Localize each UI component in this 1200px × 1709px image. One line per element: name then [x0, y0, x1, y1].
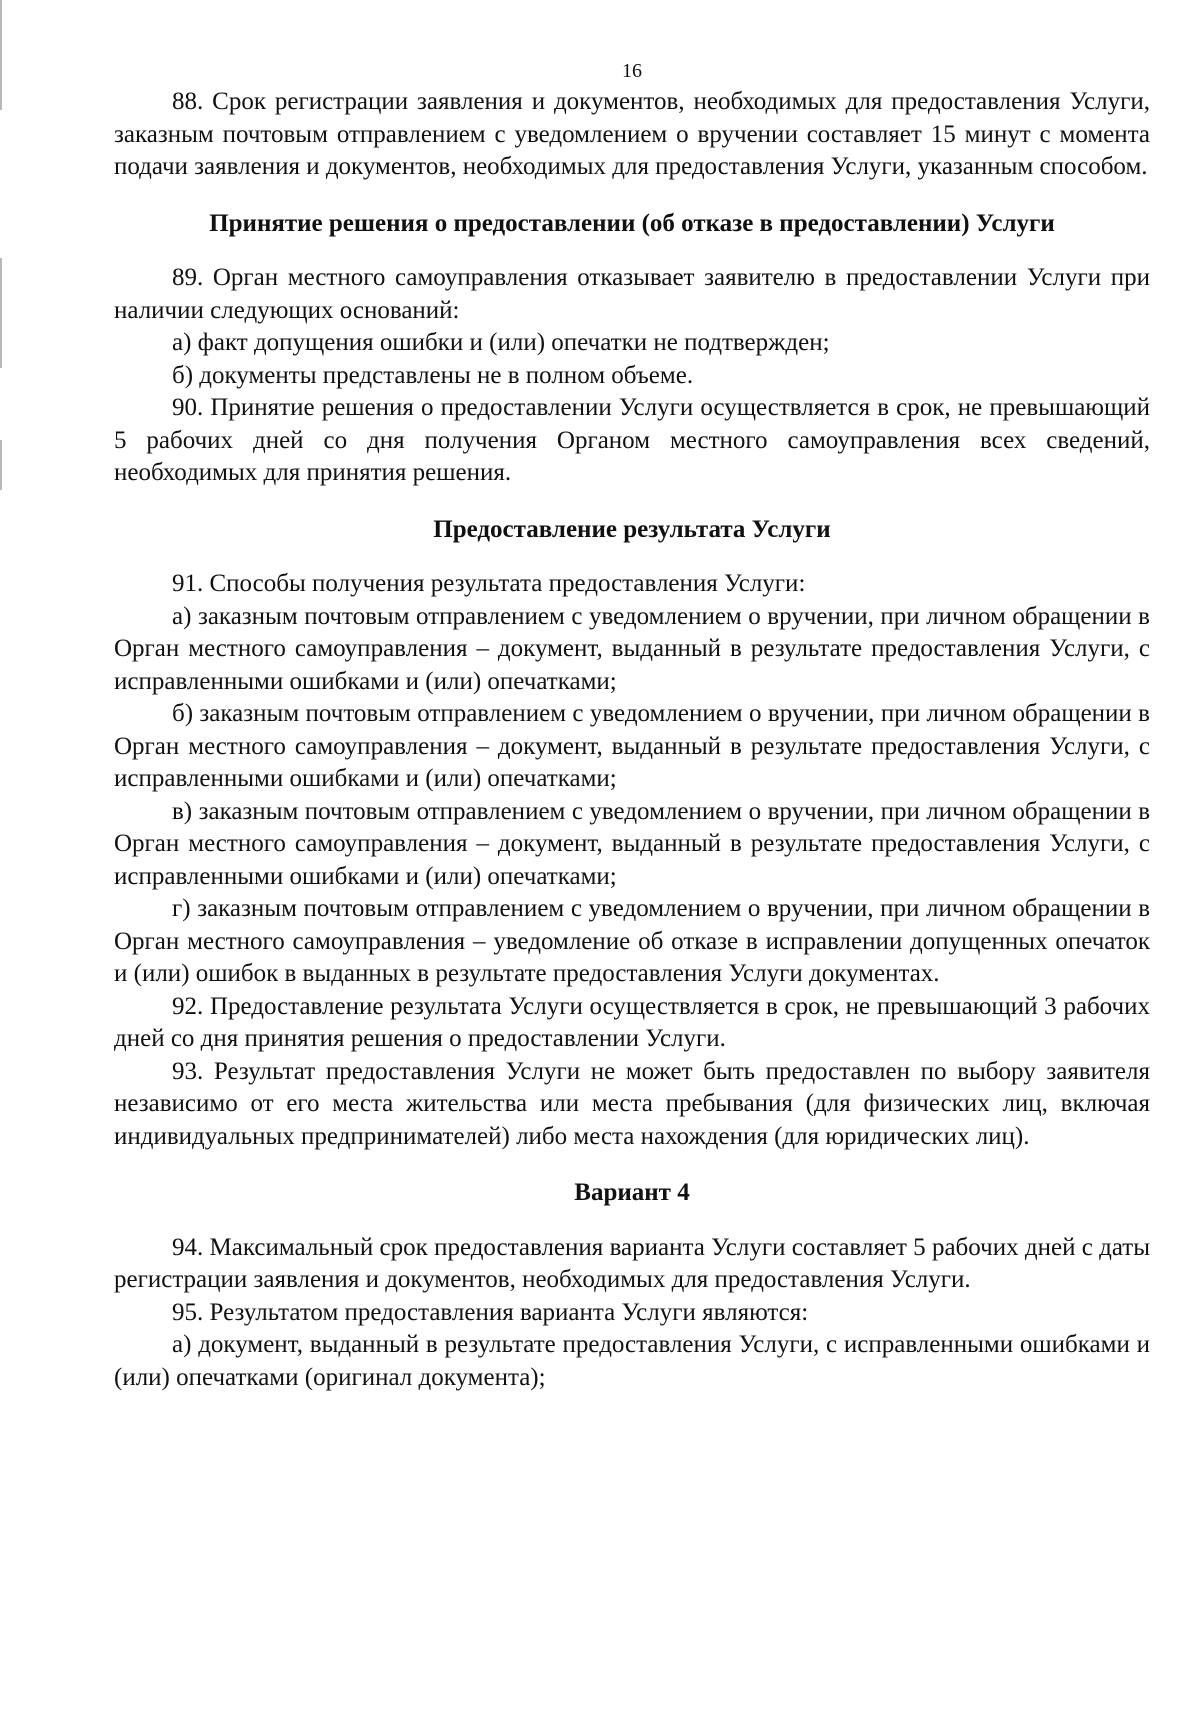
paragraph-95: 95. Результатом предоставления варианта Услуги являются:	[172, 1298, 809, 1326]
paragraph-92: 92. Предоставление результата Услуги осуществляется в срок, не превышающий 3 рабочих дней со дня принятия решения о предоставлении Услуги.	[114, 992, 1150, 1052]
paragraph-91-v: в) заказным почтовым отправлением с уведомлением о вручении, при личном обращении в Орган местного самоуправления – документ, выданный в результате предоставления Услуги, с исправленными ошибками и (или) опечатками;	[114, 797, 1150, 890]
scan-edge-mark-top	[0, 0, 2, 110]
scan-edge-mark-lower	[0, 440, 2, 490]
page-number: 16	[622, 60, 642, 82]
heading-result: Предоставление результата Услуги	[433, 515, 831, 543]
paragraph-91-a: а) заказным почтовым отправлением с уведомлением о вручении, при личном обращении в Орган местного самоуправления – документ, выданный в результате предоставления Услуги, с исправленными ошибками и (или) опечатками;	[114, 602, 1150, 695]
paragraph-89-b: б) документы представлены не в полном объеме.	[172, 361, 694, 389]
paragraph-89: 89. Орган местного самоуправления отказывает заявителю в предоставлении Услуги при наличии следующих оснований:	[114, 264, 1150, 324]
paragraph-91-g: г) заказным почтовым отправлением с уведомлением о вручении, при личном обращении в Орган местного самоуправления – уведомление об отказе в исправлении допущенных опечаток и (или) ошибок в выданных в результате предоставления Услуги документах.	[114, 895, 1150, 987]
paragraph-94: 94. Максимальный срок предоставления варианта Услуги составляет 5 рабочих дней с даты регистрации заявления и документов, необходимых для предоставления Услуги.	[114, 1233, 1150, 1293]
paragraph-93: 93. Результат предоставления Услуги не может быть предоставлен по выбору заявителя независимо от его места жительства или места пребывания (для физических лиц, включая индивидуальных предпринимателей) либо места нахождения (для юридических лиц).	[114, 1057, 1150, 1150]
heading-decision: Принятие решения о предоставлении (об отказе в предоставлении) Услуги	[209, 209, 1055, 237]
paragraph-91: 91. Способы получения результата предоставления Услуги:	[172, 570, 806, 597]
paragraph-88: 88. Срок регистрации заявления и документов, необходимых для предоставления Услуги, заказным почтовым отправлением с уведомлением о вручении составляет 15 минут с момента подачи заявления и документов, необходимых для предоставления Услуги, указанным способом.	[114, 88, 1150, 180]
paragraph-95-a: а) документ, выданный в результате предоставления Услуги, с исправленными ошибками и (или) опечатками (оригинал документа);	[114, 1331, 1150, 1391]
heading-variant-4: Вариант 4	[574, 1179, 690, 1206]
paragraph-90: 90. Принятие решения о предоставлении Услуги осуществляется в срок, не превышающий 5 рабочих дней со дня получения Органом местного самоуправления всех сведений, необходимых для принятия решения.	[114, 394, 1150, 486]
paragraph-91-b: б) заказным почтовым отправлением с уведомлением о вручении, при личном обращении в Орган местного самоуправления – документ, выданный в результате предоставления Услуги, с исправленными ошибками и (или) опечатками;	[114, 700, 1150, 792]
document-page	[114, 56, 1150, 1394]
paragraph-89-a: а) факт допущения ошибки и (или) опечатки не подтвержден;	[172, 329, 830, 356]
scan-edge-mark-middle	[0, 258, 2, 368]
